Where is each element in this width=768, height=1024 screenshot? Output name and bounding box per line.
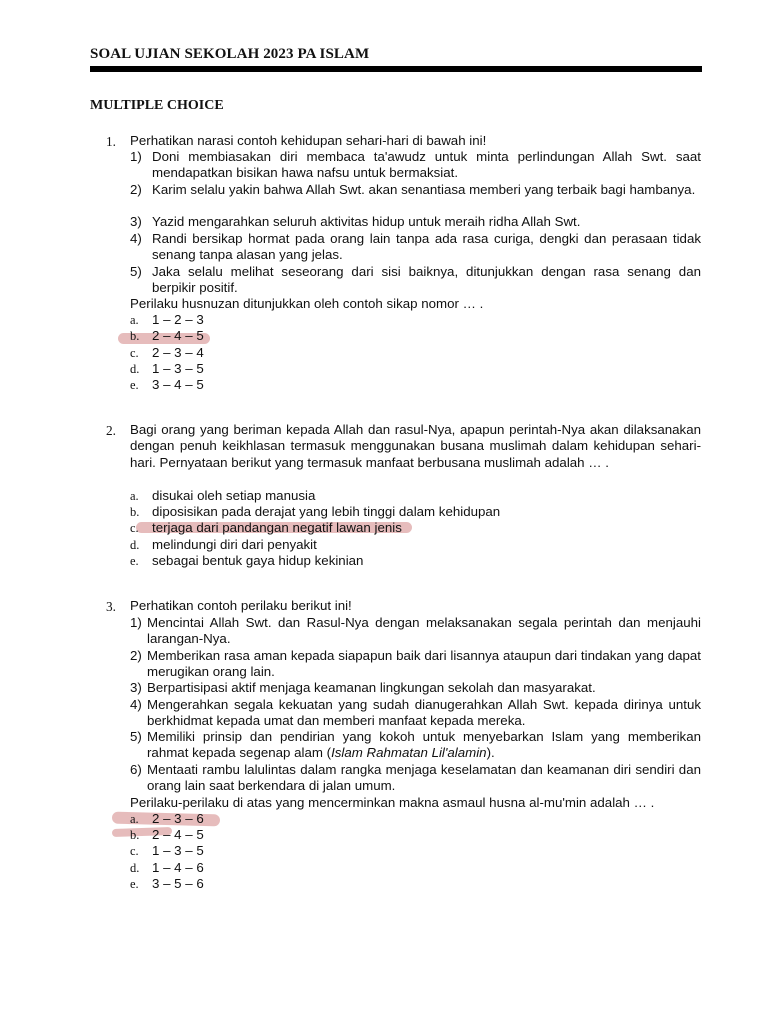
option-letter: e.	[130, 554, 139, 568]
list-item	[147, 729, 701, 762]
item-text-part: Memiliki prinsip dan pendirian yang kokoh untuk menyebarkan Islam yang memberikan rahmat kepada segenap alam (	[147, 729, 701, 761]
option-d[interactable]: 1 – 3 – 5	[152, 361, 204, 376]
item-number: 1)	[130, 149, 142, 164]
list-item: Memberikan rasa aman kepada siapapun baik dari lisannya ataupun dari tindakan yang dapat merugikan orang lain.	[147, 648, 701, 680]
list-item: Randi bersikap hormat pada orang lain tanpa ada rasa curiga, dengki dan perasaan tidak senang tanpa alasan yang jelas.	[152, 231, 701, 263]
list-item: Karim selalu yakin bahwa Allah Swt. akan senantiasa memberi yang terbaik bagi hambanya.	[152, 182, 696, 197]
option-d[interactable]: melindungi diri dari penyakit	[152, 537, 317, 552]
item-number: 4)	[130, 231, 142, 246]
option-letter: e.	[130, 877, 139, 891]
option-letter: a.	[130, 812, 139, 826]
option-letter: c.	[130, 844, 139, 858]
option-e[interactable]: 3 – 4 – 5	[152, 377, 204, 392]
question-stem: Bagi orang yang beriman kepada Allah dan rasul-Nya, apapun perintah-Nya akan dilaksanakan dengan penuh keikhlasan termasuk menggunakan busana muslimah dalam kehidupan sehari-hari. Pernyataan berikut yang termasuk manfaat berbusana muslimah adalah … .	[130, 422, 701, 470]
question-prompt: Perilaku-perilaku di atas yang mencerminkan makna asmaul husna al-mu'min adalah … .	[130, 795, 655, 810]
question-number: 1.	[106, 134, 116, 149]
item-number: 3)	[130, 214, 142, 229]
list-item: Doni membiasakan diri membaca ta'awudz untuk minta perlindungan Allah Swt. saat mendapatkan bisikan hawa nafsu untuk bermaksiat.	[152, 149, 701, 181]
list-item: Jaka selalu melihat seseorang dari sisi baiknya, ditunjukkan dengan rasa senang dan berpikir positif.	[152, 264, 701, 296]
item-number: 1)	[130, 615, 142, 630]
option-b[interactable]: 2 – 4 – 5	[152, 827, 204, 842]
option-letter: b.	[130, 329, 140, 343]
item-text-part: ).	[486, 745, 495, 761]
option-letter: d.	[130, 362, 140, 376]
list-item: Mentaati rambu lalulintas dalam rangka menjaga keselamatan dan keamanan diri sendiri dan orang lain saat berkendara di jalan umum.	[147, 762, 701, 794]
option-letter: e.	[130, 378, 139, 392]
section-heading: MULTIPLE CHOICE	[90, 98, 224, 113]
option-a[interactable]: 1 – 2 – 3	[152, 312, 204, 327]
page-title: SOAL UJIAN SEKOLAH 2023 PA ISLAM	[90, 46, 370, 62]
option-letter: a.	[130, 313, 139, 327]
option-letter: c.	[130, 346, 139, 360]
item-number: 2)	[130, 648, 142, 663]
option-letter: d.	[130, 538, 140, 552]
question-number: 3.	[106, 599, 116, 614]
item-text-italic: Islam Rahmatan Lil'alamin	[331, 745, 487, 761]
option-letter: a.	[130, 489, 139, 503]
question-stem: Perhatikan narasi contoh kehidupan sehari-hari di bawah ini!	[130, 133, 487, 148]
list-item: Mengerahkan segala kekuatan yang sudah dianugerahkan Allah Swt. kepada dirinya untuk berkhidmat kepada umat dan memberi manfaat kepada mereka.	[147, 697, 701, 729]
title-divider	[90, 66, 702, 72]
question-number: 2.	[106, 423, 116, 438]
option-letter: c.	[130, 521, 139, 535]
option-c[interactable]: 2 – 3 – 4	[152, 345, 204, 360]
option-a[interactable]: 2 – 3 – 6	[152, 811, 204, 826]
list-item: Mencintai Allah Swt. dan Rasul-Nya dengan melaksanakan segala perintah dan menjauhi larangan-Nya.	[147, 615, 701, 647]
option-a[interactable]: disukai oleh setiap manusia	[152, 488, 316, 503]
option-e[interactable]: 3 – 5 – 6	[152, 876, 204, 891]
option-b[interactable]: diposisikan pada derajat yang lebih tinggi dalam kehidupan	[152, 504, 501, 519]
option-d[interactable]: 1 – 4 – 6	[152, 860, 204, 875]
item-number: 5)	[130, 264, 142, 279]
option-c[interactable]: 1 – 3 – 5	[152, 843, 204, 858]
item-number: 5)	[130, 729, 142, 744]
question-stem: Perhatikan contoh perilaku berikut ini!	[130, 598, 352, 613]
item-number: 2)	[130, 182, 142, 197]
option-e[interactable]: sebagai bentuk gaya hidup kekinian	[152, 553, 364, 568]
list-item: Berpartisipasi aktif menjaga keamanan lingkungan sekolah dan masyarakat.	[147, 680, 596, 695]
item-number: 4)	[130, 697, 142, 712]
option-letter: b.	[130, 828, 140, 842]
item-number: 6)	[130, 762, 142, 777]
option-letter: d.	[130, 861, 140, 875]
option-letter: b.	[130, 505, 140, 519]
question-prompt: Perilaku husnuzan ditunjukkan oleh contoh sikap nomor … .	[130, 296, 484, 311]
list-item: Yazid mengarahkan seluruh aktivitas hidup untuk meraih ridha Allah Swt.	[152, 214, 581, 229]
option-b[interactable]: 2 – 4 – 5	[152, 328, 204, 343]
item-number: 3)	[130, 680, 142, 695]
option-c[interactable]: terjaga dari pandangan negatif lawan jenis	[152, 520, 402, 535]
